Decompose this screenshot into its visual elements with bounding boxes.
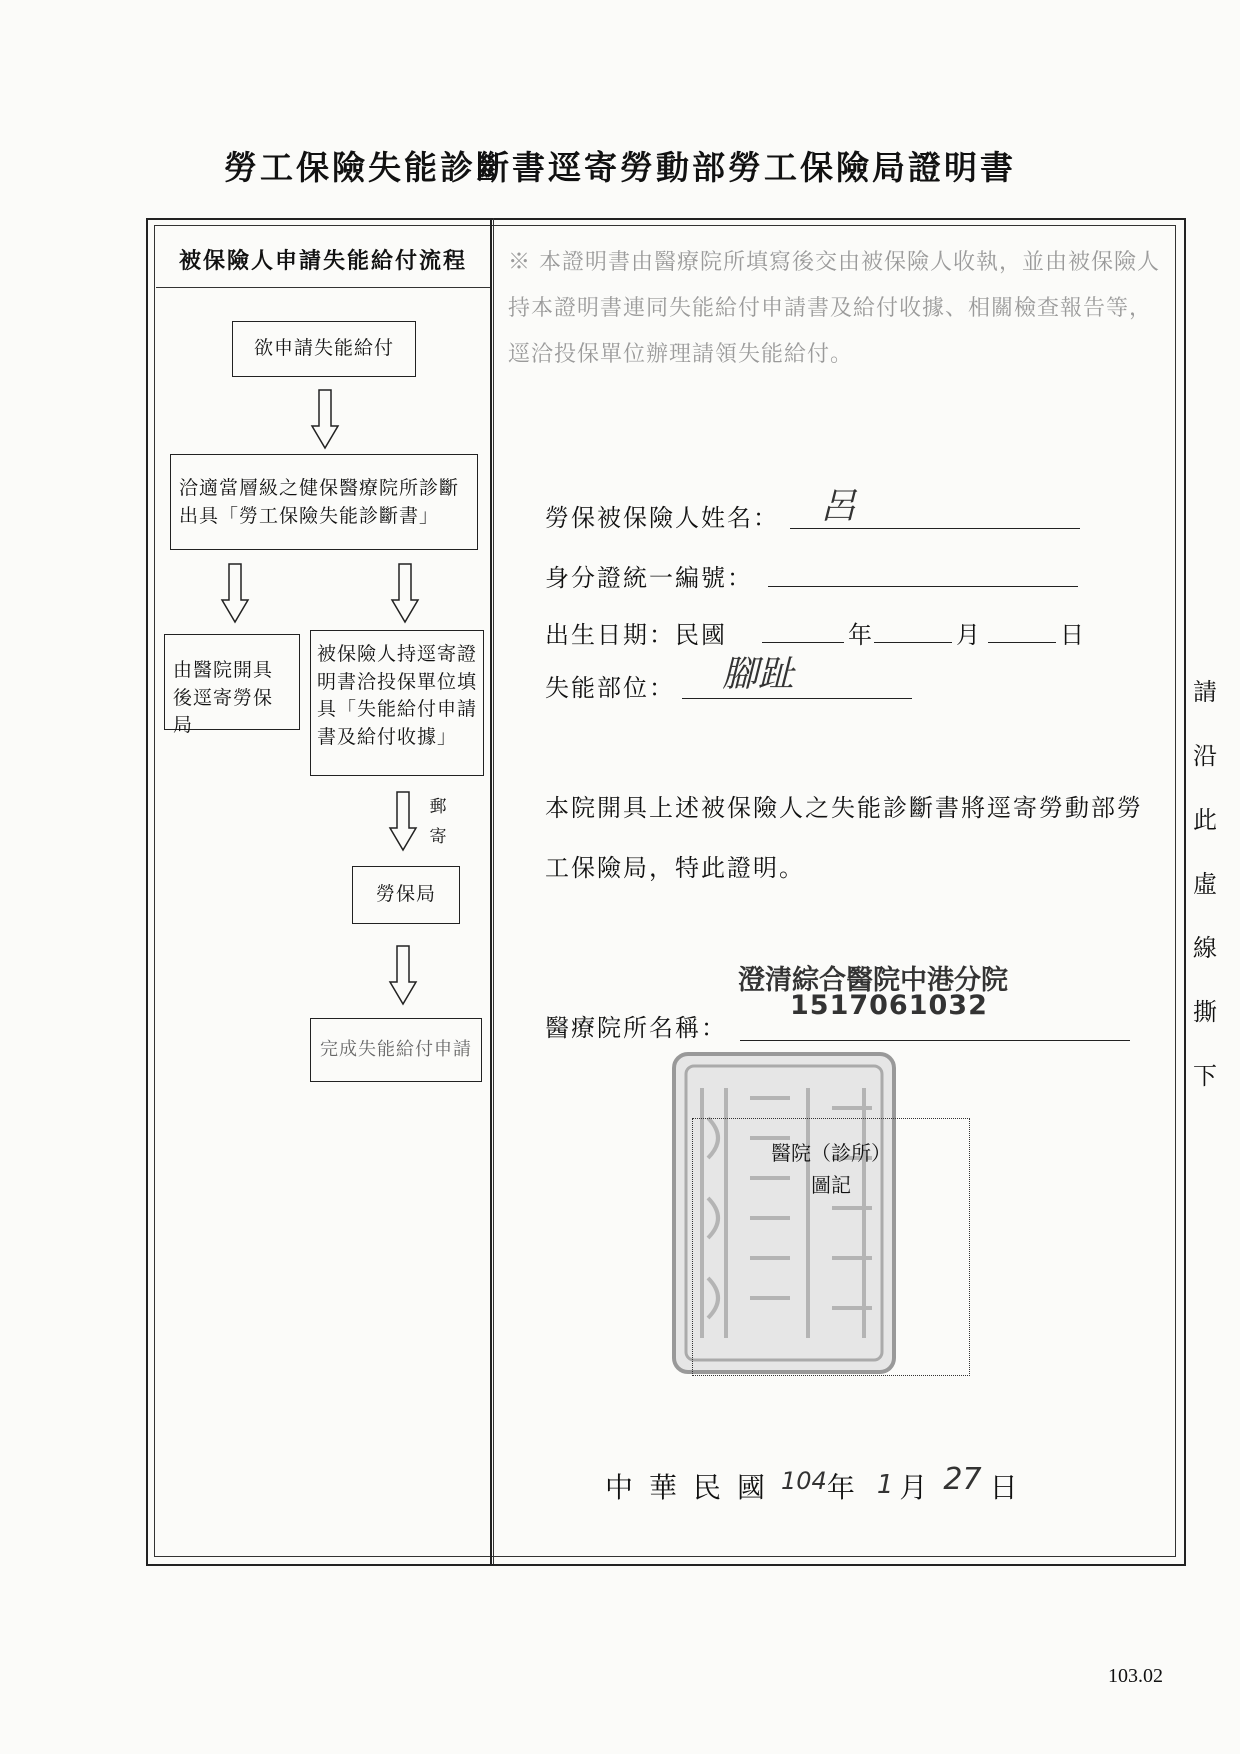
birth-day-field bbox=[988, 610, 1056, 643]
part-label: 失能部位： bbox=[545, 674, 675, 702]
id-label: 身分證統一編號： bbox=[545, 564, 753, 592]
date-month-unit: 月 bbox=[899, 1471, 944, 1504]
flow-step-complete-text: 完成失能給付申請 bbox=[320, 1038, 472, 1060]
name-label: 勞保被保險人姓名： bbox=[545, 504, 779, 532]
part-value: 腳趾 bbox=[722, 654, 795, 695]
flow-step-complete bbox=[310, 1018, 482, 1082]
flow-branch-insured bbox=[310, 630, 484, 776]
name-value: 呂 bbox=[820, 486, 857, 527]
part-field bbox=[682, 654, 912, 699]
flow-heading-rule bbox=[156, 287, 490, 288]
birth-year-field bbox=[762, 610, 844, 643]
flow-branch-hospital-text: 由醫院開具後逕寄勞保局 bbox=[173, 659, 274, 737]
date-month: 1 bbox=[876, 1470, 894, 1500]
hospital-stamp-name: 澄清綜合醫院中港分院 bbox=[738, 965, 1008, 996]
flow-step-apply-text: 欲申請失能給付 bbox=[253, 337, 394, 360]
birth-month-unit: 月 bbox=[956, 621, 982, 649]
form-code: 103.02 bbox=[1108, 1665, 1163, 1687]
arrow-down-icon bbox=[220, 562, 250, 624]
document-title: 勞工保險失能診斷書逕寄勞動部勞工保險局證明書 bbox=[224, 148, 1016, 187]
date-year-unit: 年 bbox=[826, 1471, 871, 1504]
date-prefix: 中華民國 bbox=[605, 1471, 782, 1504]
flow-heading: 被保險人申請失能給付流程 bbox=[178, 247, 467, 274]
seal-box-label-2: 圖記 bbox=[811, 1173, 851, 1197]
seal-box bbox=[692, 1118, 970, 1376]
hospital-stamp-code: 1517061032 bbox=[790, 990, 988, 1021]
hospital-label: 醫療院所名稱： bbox=[545, 1014, 727, 1042]
flow-step-diagnosis-text: 洽適當層級之健保醫療院所診斷出具「勞工保險失能診斷書」 bbox=[179, 477, 460, 527]
arrow-down-icon bbox=[310, 388, 340, 450]
date-year: 104 bbox=[781, 1467, 827, 1495]
flow-branch-hospital bbox=[164, 634, 300, 737]
arrow-down-icon bbox=[388, 790, 418, 852]
arrow-down-icon bbox=[388, 944, 418, 1006]
mail-label: 郵寄 bbox=[429, 797, 447, 847]
issue-date bbox=[605, 1462, 1034, 1506]
column-divider bbox=[490, 218, 494, 1564]
birth-year-unit: 年 bbox=[848, 621, 874, 649]
birth-month-field bbox=[874, 610, 952, 643]
statement-text: 本院開具上述被保險人之失能診斷書將逕寄勞動部勞工保險局，特此證明。 bbox=[545, 794, 1143, 882]
flow-step-apply bbox=[232, 321, 416, 377]
flow-step-bureau-text: 勞保局 bbox=[375, 883, 436, 906]
name-field bbox=[790, 486, 1080, 529]
id-field bbox=[768, 552, 1078, 587]
hospital-field bbox=[740, 1002, 1130, 1041]
birth-day-unit: 日 bbox=[1060, 621, 1086, 649]
flow-step-bureau bbox=[352, 866, 460, 924]
tear-line-note: 請沿此虛線撕下 bbox=[1193, 678, 1217, 1090]
date-day-unit: 日 bbox=[989, 1471, 1034, 1504]
birth-label: 出生日期：民國 bbox=[545, 621, 727, 649]
arrow-down-icon bbox=[390, 562, 420, 624]
flow-branch-insured-text: 被保險人持逕寄證明書洽投保單位填具「失能給付申請書及給付收據」 bbox=[317, 643, 478, 748]
flow-step-diagnosis bbox=[170, 454, 478, 550]
notice-text: ※ 本證明書由醫療院所填寫後交由被保險人收執，並由被保險人持本證明書連同失能給付申請書及給付收據、相關檢查報告等，逕洽投保單位辦理請領失能給付。 bbox=[508, 250, 1160, 367]
date-day: 27 bbox=[943, 1462, 982, 1497]
seal-box-label-1: 醫院（診所） bbox=[771, 1141, 891, 1165]
